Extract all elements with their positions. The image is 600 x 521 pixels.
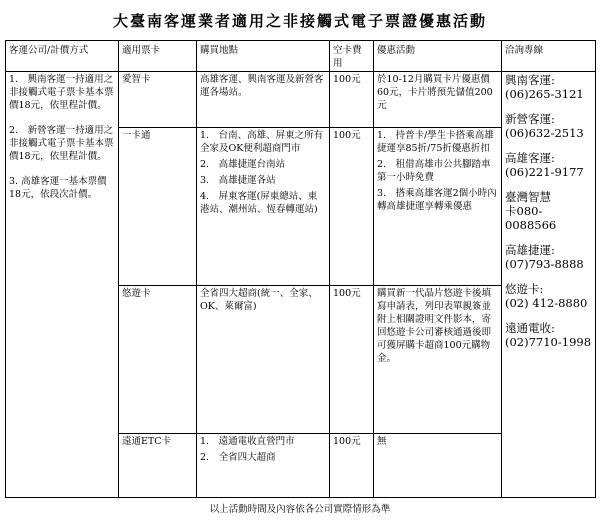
promo-item: 無 [377,436,387,447]
promo-item: 於10-12月購買卡片優惠價60元，卡片將預先儲值200元 [377,74,493,111]
contact-entry [505,151,592,179]
contact-cell [502,72,596,498]
card-name: 一卡通 [119,128,197,286]
purchase-item: 高雄客運、興南客運及新營客運各場站。 [200,74,324,98]
contact-name: 高雄捷運: [505,243,555,257]
contact-entry [505,112,592,140]
contact-phone: (06)265-3121 [505,87,584,101]
purchase-item: 3. 高雄捷運各站 [200,175,276,186]
contact-entry [505,73,592,101]
contact-entry [505,190,592,232]
contact-name: 興南客運: [505,73,555,87]
contact-phone: 卡080-0088566 [505,204,557,232]
contact-entry [505,321,592,349]
header-row [6,41,596,72]
purchase-item: 1. 台南、高雄、屏東之所有全家及OK便利超商門市 [200,130,324,154]
promo-item: 購買新一代晶片悠遊卡後填寫申請表，列印表單親簽並附上相關證明文件影本，寄回悠遊卡公司審核通過後即可獲屏購卡超商100元購物金。 [377,288,492,364]
header-contact: 洽詢專線 [502,41,596,72]
contact-name: 臺灣智慧 [505,190,551,204]
purchase-location [197,434,330,498]
purchase-location [197,72,330,128]
promotion [374,434,502,498]
page-title: 大臺南客運業者適用之非接觸式電子票證優惠活動 [112,12,487,30]
company-item: 1. 興南客運一持適用之非接觸式電子票卡基本票價18元，依里程計價。 [9,74,114,111]
purchase-item: 4. 屏東客運(屏東總站、東港站、潮州站、恆春轉運站) [200,191,318,215]
contact-name: 高雄客運: [505,151,555,165]
promo-table [5,40,596,498]
purchase-location [197,286,330,434]
card-fee: 100元 [330,286,374,434]
contact-entry [505,243,592,271]
card-name: 遠通ETC卡 [119,434,197,498]
contact-phone: (06)221-9177 [505,165,584,179]
header-company: 客運公司/計價方式 [6,41,119,72]
header-purchase: 購買地點 [197,41,330,72]
company-pricing-cell [6,72,119,498]
promo-item: 3. 搭乘高雄客運2個小時內轉高雄捷運享轉乘優惠 [377,188,497,212]
promo-item: 2. 租借高雄市公共腳踏車第一小時免費 [377,159,491,183]
contact-name: 新營客運: [505,112,555,126]
promotion [374,128,502,286]
purchase-item: 全省四大超商(統一、全家、OK、萊爾富) [200,288,318,312]
contact-phone: (06)632-2513 [505,126,584,140]
contact-name: 遠通電收: [505,321,555,335]
promo-item: 1. 持普卡/學生卡搭乘高雄捷運享85折/75折優惠折扣 [377,130,494,154]
company-item: 2. 新營客運一持適用之非接觸式電子票卡基本票價18元，依里程計價。 [9,125,114,162]
purchase-location [197,128,330,286]
header-fee: 空卡費用 [330,41,374,72]
card-fee: 100元 [330,434,374,498]
contact-phone: (02) 412-8880 [505,296,588,310]
contact-name: 悠遊卡: [505,282,544,296]
card-name: 愛智卡 [119,72,197,128]
company-item: 3. 高雄客運一基本票價18元，依段次計價。 [9,176,107,200]
card-fee: 100元 [330,128,374,286]
promotion [374,72,502,128]
contact-phone: (07)793-8888 [505,257,584,271]
promotion [374,286,502,434]
card-fee: 100元 [330,72,374,128]
purchase-item: 1. 遠通電收直營門市 [200,436,295,447]
card-name: 悠遊卡 [119,286,197,434]
header-card: 適用票卡 [119,41,197,72]
purchase-item: 2. 高雄捷運台南站 [200,159,286,170]
table-row [6,72,596,128]
contact-entry [505,282,592,310]
header-promo: 優惠活動 [374,41,502,72]
contact-phone: (02)7710-1998 [505,335,592,349]
footer-note: 以上活動時間及內容依各公司實際情形為準 [209,504,391,515]
purchase-item: 2. 全省四大超商 [200,452,276,463]
